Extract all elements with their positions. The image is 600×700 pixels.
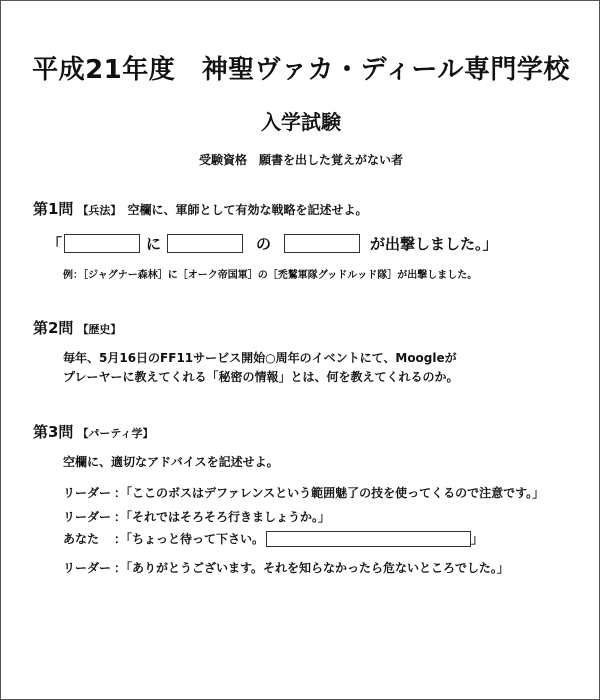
q2-number: 第2問 (33, 319, 74, 337)
q1-example: 例：［ジャグナー森林］に［オーク帝国軍］の［禿鷲軍隊グッドルッド隊］が出撃しました。 (63, 270, 478, 281)
q1-blank-unit[interactable] (284, 234, 360, 253)
dialogue-line (63, 484, 544, 501)
dialogue-text: ：「ここのボスはデファレンスという範囲魅了の技を使ってくるので注意です。」 (114, 486, 545, 500)
q1-blank-army[interactable] (167, 234, 243, 253)
dialogue-line (63, 530, 483, 547)
q1-tail-text: が出撃しました。」 (370, 235, 498, 253)
q1-number: 第1問 (33, 200, 74, 218)
dialogue-text: ：「それではそろそろ行きましょうか。」 (114, 510, 331, 524)
dialogue-speaker: リーダー (63, 510, 112, 524)
exam-subtitle: 入学試験 (261, 110, 341, 134)
q2-question-line-1: 毎年、5月16日のFF11サービス開始○周年のイベントにて、Moogleが (63, 351, 457, 365)
q1-heading (33, 198, 367, 219)
dialogue-line (63, 508, 330, 525)
q2-category: 【歴史】 (77, 323, 122, 336)
q1-open-quote: 「 (47, 235, 63, 253)
dialogue-close-quote: 」 (471, 532, 484, 546)
q3-answer-blank[interactable] (266, 531, 471, 547)
qualification-text: 受験資格 願書を出した覚えがない者 (198, 153, 403, 167)
q1-instruction: 空欄に、軍師として有効な戦略を記述せよ。 (127, 203, 368, 217)
q3-instruction: 空欄に、適切なアドバイスを記述せよ。 (63, 455, 279, 469)
q1-answer-line (47, 233, 498, 254)
q1-blank-location[interactable] (64, 234, 140, 253)
dialogue-text: ：「ありがとうございます。それを知らなかったら危ないところでした。」 (114, 561, 509, 575)
q2-question-line-2: プレーヤーに教えてくれる「秘密の情報」とは、何を教えてくれるのか。 (63, 370, 459, 384)
q3-number: 第3問 (33, 423, 74, 441)
q1-particle-no: の (256, 235, 272, 253)
dialogue-speaker: リーダー (63, 486, 112, 500)
q1-category: 【兵法】 (77, 204, 122, 217)
dialogue-line (63, 559, 509, 576)
dialogue-speaker: あなた (63, 532, 100, 546)
q1-particle-ni: に (146, 235, 162, 253)
q2-heading (33, 317, 127, 338)
dialogue-speaker: リーダー (63, 561, 112, 575)
q3-category: 【パーティ学】 (77, 427, 154, 440)
page-title: 平成21年度 神聖ヴァカ・ディール専門学校 (32, 55, 570, 85)
dialogue-text: ：「ちょっと待って下さい。 (114, 532, 265, 546)
q3-heading (33, 421, 160, 442)
